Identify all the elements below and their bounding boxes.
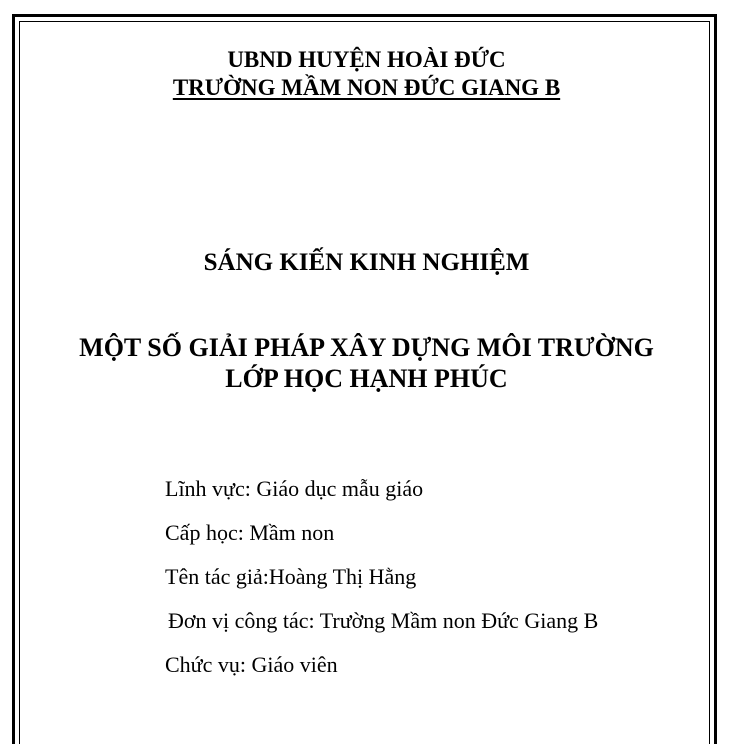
info-position: Chức vụ: Giáo viên (165, 652, 338, 677)
info-author: Tên tác giả:Hoàng Thị Hằng (165, 564, 417, 589)
info-level: Cấp học: Mầm non (165, 520, 335, 545)
document-title-line-1: MỘT SỐ GIẢI PHÁP XÂY DỰNG MÔI TRƯỜNG (79, 333, 654, 362)
info-field: Lĩnh vực: Giáo dục mẫu giáo (165, 476, 424, 501)
header-block (0, 46, 733, 102)
district-name: UBND HUYỆN HOÀI ĐỨC (227, 47, 506, 72)
info-block (165, 475, 598, 695)
document-title (0, 332, 733, 394)
info-unit: Đơn vị công tác: Trường Mầm non Đức Giang B (168, 608, 599, 633)
document-title-line-2: LỚP HỌC HẠNH PHÚC (225, 364, 508, 393)
document-type: SÁNG KIẾN KINH NGHIỆM (203, 249, 530, 276)
school-name: TRƯỜNG MẦM NON ĐỨC GIANG B (172, 75, 561, 100)
